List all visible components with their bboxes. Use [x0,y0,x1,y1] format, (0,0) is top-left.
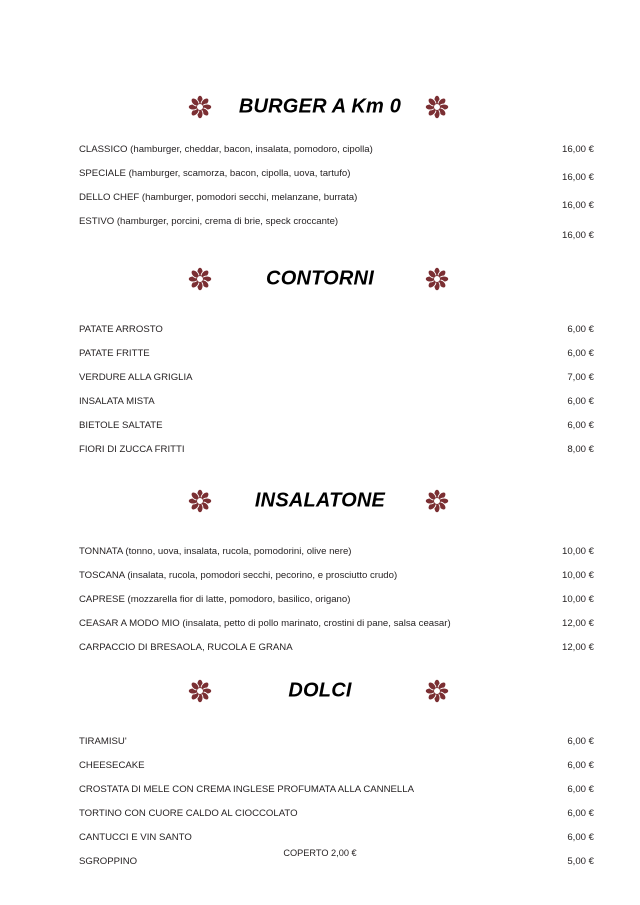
menu-item-row [0,318,640,342]
item-name: CANTUCCI E VIN SANTO [79,832,192,843]
section-heading-burger [0,86,640,128]
item-price: 6,00 € [567,784,594,795]
spacer [0,462,640,480]
item-price: 16,00 € [561,144,594,155]
item-list-burger [0,138,640,241]
item-name: TONNATA (tonno, uova, insalata, rucola, pomodorini, olive nere) [79,546,352,557]
menu-item-row [0,564,640,588]
item-price: 6,00 € [567,420,594,431]
item-price: 5,00 € [567,856,594,867]
spacer [0,300,640,318]
section-heading-contorni [0,258,640,300]
item-name: SPECIALE (hamburger, scamorza, bacon, cipolla, uova, tartufo) [79,168,351,179]
menu-item-row [0,138,640,162]
flower-rosette-icon [424,94,450,120]
item-price: 10,00 € [561,570,594,581]
menu-item-row [0,612,640,636]
item-price: 6,00 € [567,736,594,747]
spacer [0,660,640,670]
menu-item-row [0,754,640,778]
section-title-insalatone: INSALATONE [254,489,386,512]
item-price: 10,00 € [561,594,594,605]
item-list-insalatone [0,540,640,660]
item-price: 6,00 € [567,760,594,771]
item-price: 10,00 € [561,546,594,557]
item-name: CARPACCIO DI BRESAOLA, RUCOLA E GRANA [79,642,293,653]
item-list-contorni [0,318,640,462]
menu-item-row [0,588,640,612]
item-price: 6,00 € [567,324,594,335]
menu-item-row [0,342,640,366]
flower-rosette-icon [424,678,450,704]
item-name: CROSTATA DI MELE CON CREMA INGLESE PROFUMATA ALLA CANNELLA [79,784,414,795]
item-name: CAPRESE (mozzarella fior di latte, pomodoro, basilico, origano) [79,594,351,605]
menu-item-row [0,730,640,754]
item-name: TORTINO CON CUORE CALDO AL CIOCCOLATO [79,808,298,819]
item-name: PATATE ARROSTO [79,324,163,335]
item-name: INSALATA MISTA [79,396,155,407]
item-name: DELLO CHEF (hamburger, pomodori secchi, melanzane, burrata) [79,192,358,203]
spacer [0,128,640,138]
flower-rosette-icon [424,266,450,292]
section-title-contorni: CONTORNI [266,267,374,290]
menu-item-row [0,210,640,241]
menu-item-row [0,778,640,802]
menu-item-row [0,162,640,186]
flower-rosette-icon [424,488,450,514]
menu-item-row [0,802,640,826]
menu-item-row [0,438,640,462]
menu-item-row [0,636,640,660]
spacer [0,522,640,540]
cover-charge-note: COPERTO 2,00 € [283,848,357,858]
item-price: 6,00 € [567,348,594,359]
section-title-dolci: DOLCI [288,679,352,702]
item-name: BIETOLE SALTATE [79,420,163,431]
item-name: PATATE FRITTE [79,348,150,359]
item-price: 16,00 € [561,230,594,241]
item-name: CHEESECAKE [79,760,145,771]
item-name: FIORI DI ZUCCA FRITTI [79,444,185,455]
top-spacer [0,0,640,86]
item-price: 16,00 € [561,172,594,183]
item-name: VERDURE ALLA GRIGLIA [79,372,193,383]
menu-item-row [0,540,640,564]
item-price: 6,00 € [567,396,594,407]
menu-item-row [0,414,640,438]
menu-item-row [0,186,640,210]
section-heading-dolci [0,670,640,712]
item-price: 6,00 € [567,808,594,819]
spacer [0,712,640,730]
item-name: SGROPPINO [79,856,138,867]
item-price: 12,00 € [561,618,594,629]
item-name: TOSCANA (insalata, rucola, pomodori secchi, pecorino, e prosciutto crudo) [79,570,398,581]
section-heading-insalatone [0,480,640,522]
item-price: 16,00 € [561,200,594,211]
item-price: 7,00 € [567,372,594,383]
item-name: CEASAR A MODO MIO (insalata, petto di pollo marinato, crostini di pane, salsa ceasar) [79,618,451,629]
menu-item-row [0,826,640,850]
menu-item-row [0,366,640,390]
spacer [0,234,640,258]
item-name: CLASSICO (hamburger, cheddar, bacon, insalata, pomodoro, cipolla) [79,144,373,155]
item-name: TIRAMISU' [79,736,127,747]
item-price: 6,00 € [567,832,594,843]
section-title-burger: BURGER A Km 0 [238,95,402,118]
item-price: 8,00 € [567,444,594,455]
item-price: 12,00 € [561,642,594,653]
menu-item-row [0,390,640,414]
item-name: ESTIVO (hamburger, porcini, crema di brie, speck croccante) [79,216,339,227]
